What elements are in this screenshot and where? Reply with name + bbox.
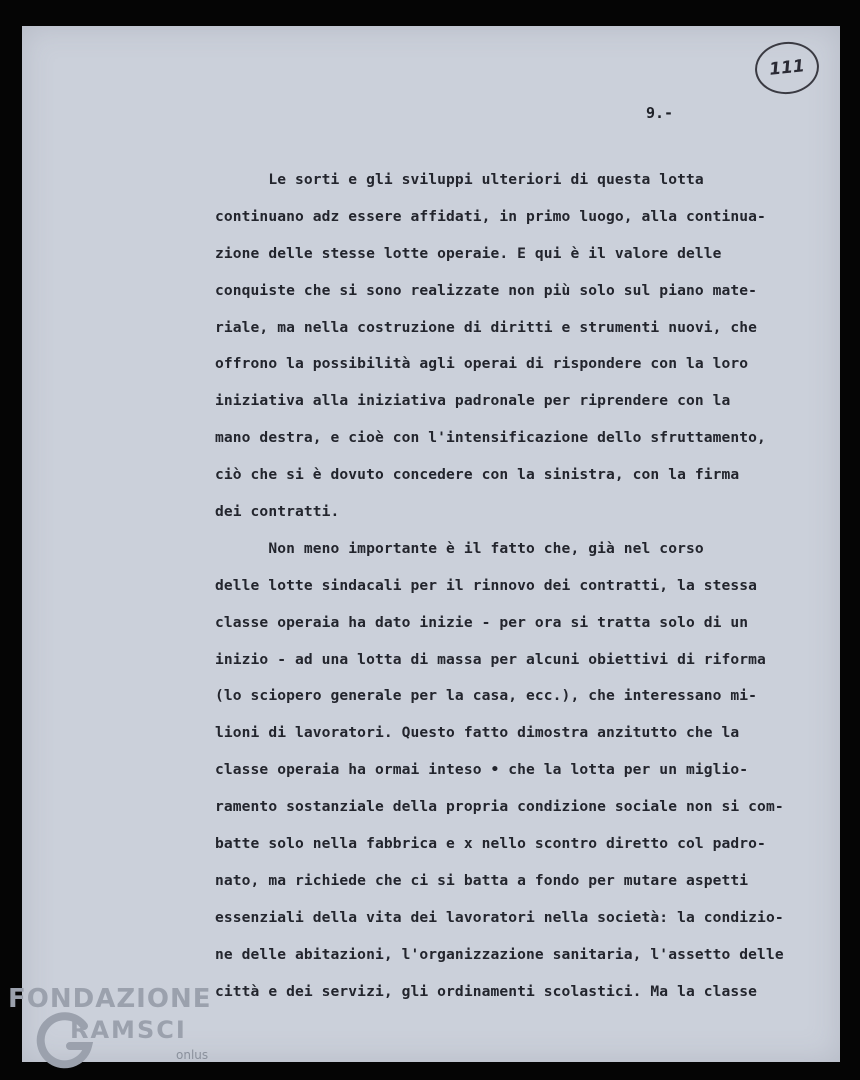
text-line: classe operaia ha ormai inteso • che la lotta per un miglio- [215, 761, 749, 779]
text-line: ciò che si è dovuto concedere con la sinistra, con la firma [215, 466, 740, 484]
text-line: (lo sciopero generale per la casa, ecc.), che interessano mi- [215, 687, 758, 705]
typewritten-body [215, 162, 815, 1010]
text-line: mano destra, e cioè con l'intensificazione dello sfruttamento, [215, 429, 766, 447]
text-line: delle lotte sindacali per il rinnovo dei contratti, la stessa [215, 576, 758, 594]
text-line: ramento sostanziale della propria condizione sociale non si com- [215, 798, 784, 816]
watermark-line1: FONDAZIONE [8, 984, 212, 1014]
text-line: Le sorti e gli sviluppi ulteriori di questa lotta [215, 171, 704, 188]
text-line: continuano adz essere affidati, in primo luogo, alla continua- [215, 207, 766, 225]
watermark-suffix: onlus [176, 1048, 209, 1062]
text-line: offrono la possibilità agli operai di rispondere con la loro [215, 355, 749, 373]
archive-number: 111 [768, 56, 806, 80]
text-line: Non meno importante è il fatto che, già nel corso [215, 539, 704, 557]
text-line: dei contratti. [215, 503, 340, 521]
text-line: ne delle abitazioni, l'organizzazione sanitaria, l'assetto delle [215, 945, 784, 963]
text-line: nato, ma richiede che ci si batta a fondo per mutare aspetti [215, 871, 749, 889]
text-line: batte solo nella fabbrica e x nello scontro diretto col padro- [215, 835, 766, 853]
text-line: inizio - ad una lotta di massa per alcuni obiettivi di riforma [215, 650, 766, 668]
text-line: classe operaia ha dato inizie - per ora si tratta solo di un [215, 613, 749, 631]
text-line: conquiste che si sono realizzate non più solo sul piano mate- [215, 281, 758, 299]
text-line: zione delle stesse lotte operaie. E qui è il valore delle [215, 244, 722, 262]
text-line: lioni di lavoratori. Questo fatto dimostra anzitutto che la [215, 724, 740, 742]
text-line: città e dei servizi, gli ordinamenti scolastici. Ma la classe [215, 982, 758, 1000]
text-line: essenziali della vita dei lavoratori nella società: la condizio- [215, 908, 784, 926]
watermark-line2: RAMSCI [70, 1016, 187, 1044]
fondazione-gramsci-watermark [4, 984, 224, 1076]
text-line: iniziativa alla iniziativa padronale per riprendere con la [215, 392, 731, 410]
page-number: 9.- [646, 104, 674, 122]
text-line: riale, ma nella costruzione di diritti e strumenti nuovi, che [215, 318, 758, 336]
